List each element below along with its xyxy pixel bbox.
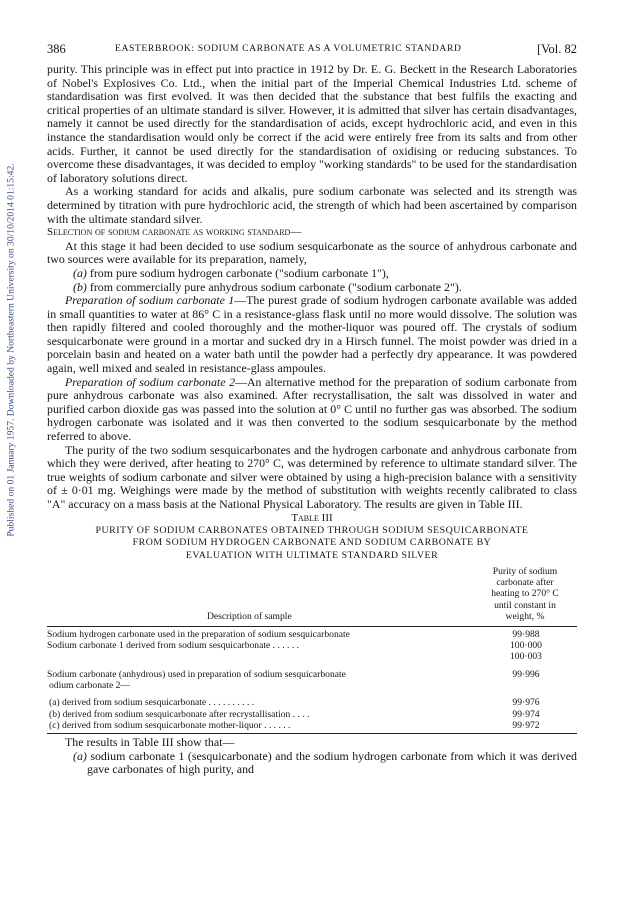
- purity-value: 99·996: [512, 668, 540, 680]
- purity-value: 99·976: [512, 697, 540, 709]
- column-header-line: heating to 270° C: [491, 588, 559, 600]
- sample-description: Sodium hydrogen carbonate used in the preparation of sodium sesquicarbonate: [47, 628, 350, 640]
- table-row: [47, 629, 577, 640]
- running-header: [47, 42, 577, 58]
- paragraph-text: —An alternative method for the preparation of sodium carbonate from pure anhydrous carbonate was also examined. After recrystallisation, the salt was dissolved in water and purified carbon dioxide gas was passed into the solution at 0° C until no further gas was absorbed. The sodium hydrogen carbonate was isolated and it was then converted to the sodium sesquicarbonate by the method referred to above.: [47, 374, 578, 444]
- paragraph: As a working standard for acids and alkalis, pure sodium carbonate was selected and its strength was determined by titration with pure hydrochloric acid, the strength of which had been ascertained by comparison with the ultimate standard silver.: [47, 184, 577, 226]
- purity-value: 100·003: [510, 651, 542, 663]
- column-header-line: weight, %: [505, 610, 545, 622]
- sample-description: Sodium carbonate (anhydrous) used in preparation of sodium sesquicarbonate: [47, 668, 346, 680]
- table-title-line: FROM SODIUM HYDROGEN CARBONATE AND SODIUM CARBONATE BY: [132, 537, 492, 549]
- paragraph-lead: Preparation of sodium carbonate 1: [65, 293, 235, 308]
- list-marker: (b): [73, 279, 87, 294]
- article-body: [47, 63, 577, 777]
- list-marker: (a): [73, 748, 87, 763]
- table-rule: [47, 733, 577, 734]
- table-row: [47, 640, 577, 651]
- table-row: [47, 697, 577, 708]
- sample-description: (a) derived from sodium sesquicarbonate . . . . . . . . . .: [49, 697, 255, 709]
- sample-description: (b) derived from sodium sesquicarbonate after recrystallisation . . . .: [49, 708, 310, 720]
- sample-description: Sodium carbonate 1 derived from sodium sesquicarbonate . . . . . .: [47, 640, 300, 652]
- list-item-text: from pure sodium hydrogen carbonate ("sodium carbonate 1"),: [89, 265, 389, 280]
- table-row: [47, 709, 577, 720]
- column-header-purity: [473, 566, 577, 622]
- sample-description: (c) derived from sodium sesquicarbonate mother-liquor . . . . . .: [49, 719, 291, 731]
- data-table: [47, 566, 577, 734]
- paragraph: The results in Table III show that—: [65, 735, 235, 750]
- paragraph-text: —The purest grade of sodium hydrogen carbonate available was added in small quantities to water at 86° C in a resistance-glass flask until no more would dissolve. The solution was then rapidly filtered and cooled thoroughly and the mother-liquor was poured off. The crystals of sodium sesquicarbonate were ground in a mortar and sucked dry in a Hirsch funnel. The moist powder was dried in a porcelain basin and heated on a water bath until the powder had a perfectly dry appearance. It was powdered again, well mixed and sealed in resistance-glass ampoules.: [47, 293, 578, 376]
- paragraph-lead: Preparation of sodium carbonate 2: [65, 374, 236, 389]
- paragraph: At this stage it had been decided to use sodium sesquicarbonate as the source of anhydrous carbonate and two sources were available for its preparation, namely,: [47, 238, 577, 267]
- purity-value: 99·974: [512, 708, 540, 720]
- table-row: [47, 680, 577, 691]
- sample-description: odium carbonate 2—: [49, 679, 130, 691]
- table-row: [47, 669, 577, 680]
- running-title: EASTERBROOK: SODIUM CARBONATE AS A VOLUMETRIC STANDARD: [115, 43, 462, 54]
- page-number: 386: [47, 42, 66, 56]
- purity-value: 99·972: [512, 719, 540, 731]
- download-stamp: [2, 110, 20, 590]
- table-header: [47, 566, 577, 624]
- table-caption: Table III: [291, 511, 333, 524]
- table-row: [47, 651, 577, 662]
- table-title-line: PURITY OF SODIUM CARBONATES OBTAINED THROUGH SODIUM SESQUICARBONATE: [95, 525, 529, 537]
- volume-number: [Vol. 82: [536, 42, 577, 56]
- table-title-line: EVALUATION WITH ULTIMATE STANDARD SILVER: [185, 549, 439, 561]
- purity-value: 100·000: [510, 640, 542, 652]
- section-heading: Selection of sodium carbonate as working standard—: [47, 226, 302, 239]
- table-rule: [47, 626, 577, 627]
- paragraph: [47, 376, 577, 444]
- list-item: [47, 267, 577, 281]
- paragraph: The purity of the two sodium sesquicarbonates and the hydrogen carbonate and anhydrous carbonate from which they were derived, after heating to 270° C, was determined by reference to ultimate standard silver. The true weights of sodium carbonate and silver were obtained by using a high-precision balance with a sensitivity of ± 0·01 mg. Weighings were made by the method of substitution with weights recently calibrated to class "A" accuracy on a mass basis at the National Physical Laboratory. The results are given in Table III.: [47, 442, 577, 511]
- purity-value: 99·988: [512, 628, 540, 640]
- paragraph: [47, 294, 577, 376]
- list-marker: (a): [73, 265, 87, 280]
- list-item: [47, 281, 577, 295]
- column-header-description: Description of sample: [207, 610, 292, 622]
- table-row: [47, 720, 577, 731]
- list-item-text: sodium carbonate 1 (sesquicarbonate) and the sodium hydrogen carbonate from which it was derived gave carbonates of high purity, and: [87, 748, 577, 777]
- list-item: [47, 750, 577, 777]
- column-header-line: Purity of sodium: [492, 565, 558, 577]
- download-stamp-text: Published on 01 January 1957. Downloaded by Northeastern University on 30/10/2014 01:15:42.: [5, 163, 17, 537]
- column-header-line: carbonate after: [496, 577, 554, 589]
- column-header-line: until constant in: [494, 599, 556, 611]
- paragraph: purity. This principle was in effect put into practice in 1912 by Dr. E. G. Beckett in the Research Laboratories of Nobel's Explosives Co. Ltd., when the initial part of the Imperial Chemical Industries Ltd. scheme of standardisation was first evolved. It was then decided that the substance that best fulfils the exacting and critical properties of an ultimate standard is silver. However, it is admitted that silver has certain disadvantages, namely it cannot be used directly for the standardisation of acids, except hydrochloric acid, and even in this instance the standardisation would only be correct if the acid were entirely free from its salts and from other acids. Further, it cannot be used directly for the standardisation of oxidising or reducing substances. To overcome these disadvantages, it was decided to employ "working standards" to be used for the standardisation of laboratory solutions direct.: [47, 62, 577, 185]
- list-item-text: from commercially pure anhydrous sodium carbonate ("sodium carbonate 2").: [89, 279, 462, 294]
- table-title: [47, 525, 577, 562]
